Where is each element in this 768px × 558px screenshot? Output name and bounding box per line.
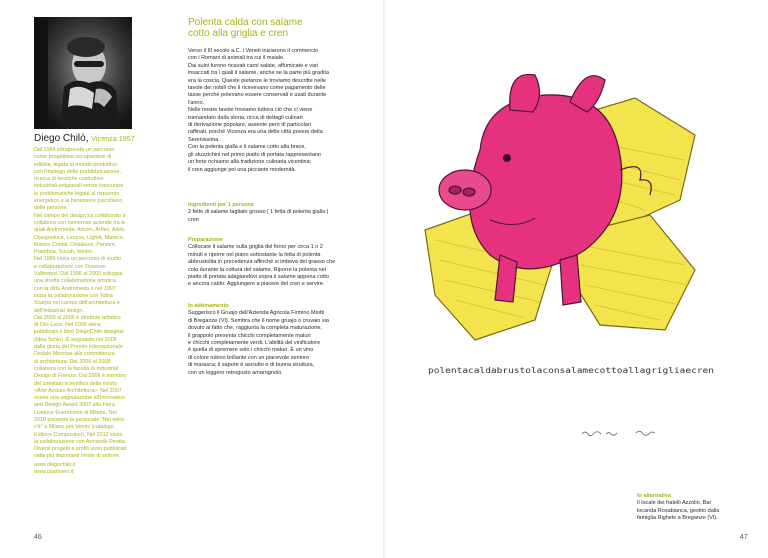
link-diegochilo[interactable]: www.diegochilo.it bbox=[34, 461, 76, 468]
text-line: è quella di spremere solo i chicchi maturi. È un vino bbox=[188, 347, 314, 354]
text-line: gli stuzzichini nel primo piatto di portata rappresentano bbox=[188, 151, 321, 158]
text-line: industriali-artigianali senza trascurare bbox=[34, 183, 124, 190]
bio-links bbox=[34, 462, 176, 477]
text-line: edilizia, legata al mondo produttivo bbox=[34, 161, 118, 168]
page-number-right: 47 bbox=[740, 534, 748, 541]
ingredients-line: 2 fette di salame tagliato grosso | 1 fetta di polenta gialla | bbox=[188, 209, 329, 216]
pairing-section bbox=[188, 303, 400, 377]
text-line: tasse perché potevano essere conservati e usati durante bbox=[188, 92, 327, 99]
text-line: ricerca di tecniche costruttive bbox=[34, 176, 104, 183]
pairing-text bbox=[188, 310, 400, 377]
text-line: come progettista occupandosi di bbox=[34, 154, 112, 161]
text-line: un forte richiamo alla tradizione culinaria vicentina; bbox=[188, 159, 312, 166]
portrait-photo-icon bbox=[34, 17, 132, 129]
pairing-heading: In abbinamento bbox=[188, 303, 229, 309]
text-line: con l'impiego della prefabbricazione, bbox=[34, 168, 122, 175]
text-line: 2010 presenta la personale "Nel vetro bbox=[34, 416, 125, 423]
text-line: pubblicato il libro DiegoChilò designer bbox=[34, 329, 125, 336]
text-line: Dal 1984 intraprende un percorso bbox=[34, 147, 115, 153]
text-line: la collaborazione con Armando Peotta. bbox=[34, 438, 127, 445]
page-number-left: 46 bbox=[34, 534, 42, 541]
text-line: con i Romani di animali tra cui il maiale. bbox=[188, 55, 285, 62]
preparation-section bbox=[188, 237, 400, 289]
text-line: quali Andromeda, Arcom, Arflex, Altek, bbox=[34, 227, 126, 234]
artist-signature-icon bbox=[580, 428, 670, 438]
preparation-heading: Preparazione bbox=[188, 237, 223, 243]
recipe-title-line: cotto alla griglia e cren bbox=[188, 28, 289, 39]
text-line: Scarpa nel campo dell'architettura e bbox=[34, 300, 120, 307]
text-line: Dedalo Minosse alla committenza bbox=[34, 351, 115, 358]
text-line: era la coscia. Queste pietanze le troviamo descritte nelle bbox=[188, 77, 326, 84]
text-line: dovuto al fatto che, raggiunta la completa maturazione, bbox=[188, 325, 322, 332]
text-line: energetico e al benessere psicofisico bbox=[34, 198, 123, 205]
author-portrait bbox=[34, 17, 132, 129]
text-line: l'anno. bbox=[188, 99, 205, 106]
text-line: insaccati tra i quali il salame, anche se la parte più gradita bbox=[188, 70, 329, 77]
text-line: Serenissima. bbox=[188, 136, 220, 143]
text-line: con la ditta Andromeda e nel 1997 bbox=[34, 285, 116, 292]
text-line: con un leggero retrogusto amarognolo. bbox=[188, 369, 283, 376]
text-line: Suggerisco il Gruajo dell'Azienda Agricola Firmino Miotti bbox=[188, 310, 325, 317]
text-line: Verso il III secolo a.C. i Veneti iniziarono il commercio bbox=[188, 48, 319, 54]
alternative-line: famiglia Righele a Breganze (VI). bbox=[637, 515, 718, 522]
recipe-title-line: Polenta calda con salame bbox=[188, 17, 303, 28]
text-line: Dal 2003 al 2006 è direttore artistico bbox=[34, 314, 121, 321]
bio-text bbox=[34, 147, 176, 461]
text-line: di architettura. Dal 2006 al 2008 bbox=[34, 358, 111, 365]
text-line: il grappolo presenta chicchi completamente maturi bbox=[188, 332, 311, 339]
alternative-section bbox=[637, 493, 747, 523]
text-line: Editrice Compositori). Nel 2012 inizia bbox=[34, 431, 123, 438]
text-line: e ancora caldo. Aggiungere a piacere del cren e servire. bbox=[188, 281, 325, 288]
text-line: Nel 1985 inizia un percorso di studio bbox=[34, 256, 121, 263]
text-line: Design di Firenze. Dal 2006 è membro bbox=[34, 373, 127, 380]
link-cpartners[interactable]: www.cpartners.it bbox=[34, 469, 74, 476]
text-line: di Oro-Luce. Nel 2005 viene bbox=[34, 322, 102, 329]
text-line: di colore rubino brillante con un piacevole sentore bbox=[188, 354, 310, 361]
text-line: collabora con la facoltà di Industrial bbox=[34, 365, 119, 372]
text-line: dell'industrial design. bbox=[34, 307, 84, 314]
text-line: raffinati, poiché Vicenza era una delle città povere della bbox=[188, 129, 323, 136]
text-line: e chicchi completamente verdi. L'abilità del vinificatore bbox=[188, 340, 321, 347]
text-line: «Arte Acciaio Architettura». Nel 2007 bbox=[34, 387, 122, 394]
text-line: tramandato dalla storia, ricca di dettagli culinari bbox=[188, 114, 303, 121]
author-bio bbox=[34, 132, 176, 476]
ingredients-line: cren bbox=[188, 216, 199, 223]
text-line: le problematiche legate al risparmio bbox=[34, 190, 120, 197]
text-line: collabora con numerose aziende tra le bbox=[34, 219, 126, 226]
text-line: minuti e riporre nel piano sottostante la fetta di polenta bbox=[188, 251, 321, 258]
text-line: nelle più importanti riviste di settore. bbox=[34, 453, 120, 460]
recipe-title bbox=[188, 17, 388, 39]
text-line: tavole dei nobili che li ricevevano come pagamento delle bbox=[188, 85, 326, 92]
author-place-year: Vicenza 1957 bbox=[91, 134, 135, 143]
alternative-heading: In alternativa bbox=[637, 493, 671, 499]
author-heading bbox=[34, 132, 176, 145]
text-line: Manno Cristal, Ondaluce, Panzeri, bbox=[34, 241, 117, 248]
text-line: Valbonesi. Dal 1996 al 2000 sviluppa bbox=[34, 271, 123, 278]
pig-drawing-icon bbox=[395, 40, 735, 360]
text-line: il cren aggiunge poi una piccante modernità. bbox=[188, 166, 296, 173]
text-line: Collocare il salame sulla griglia del forno per circa 1 o 2 bbox=[188, 244, 323, 251]
text-line: delle persone. bbox=[34, 205, 68, 212]
text-line: (Idea Schio). È segnalato nel 2006 bbox=[34, 336, 117, 343]
text-line: cola durante la cottura del salame. Riporre la polenta nel bbox=[188, 266, 326, 273]
text-line: Nel campo del design ha collaborato e bbox=[34, 212, 126, 219]
text-line: Prandina, Sovah, Venini. bbox=[34, 249, 94, 256]
text-line: di Breganze (VI). Sembra che il nome gruajo o cruvaio sia bbox=[188, 317, 329, 324]
text-line: Con la polenta gialla e il salame cotto alla brace, bbox=[188, 144, 307, 151]
ingredients-heading: Ingredienti per 1 persona bbox=[188, 202, 254, 208]
text-line: di derivazione popolare, assente però di particolari bbox=[188, 122, 311, 129]
text-line: e collaborazione con Fiorenzo bbox=[34, 263, 106, 270]
ingredients-section bbox=[188, 202, 400, 224]
author-name: Diego Chilò, bbox=[34, 133, 89, 144]
preparation-text bbox=[188, 244, 400, 288]
text-line: Liveluce Enermotive di Milano. Nel bbox=[34, 409, 117, 416]
text-line: and Design Award 2007 alla Fiera bbox=[34, 402, 115, 409]
text-line: riceve una segnalazione all'Innovation bbox=[34, 395, 125, 402]
text-line: una stretta collaborazione artistica bbox=[34, 278, 116, 285]
drawing-caption bbox=[428, 358, 718, 380]
alternative-line: Il locale dei fratelli Azzolin, Bar bbox=[637, 500, 712, 507]
text-line: piatto di portata adagiandovi sopra il salame appena cotto bbox=[188, 274, 329, 281]
alternative-line: locanda Rosabianca, gestito dalla bbox=[637, 507, 720, 514]
text-line: Dai suini furono ricavati carni salate, affumicate e vari bbox=[188, 62, 319, 69]
text-line: Diversi progetti e profili sono pubblicati bbox=[34, 446, 127, 453]
text-line: di marasca; il sapore è asciutto e di buona struttura, bbox=[188, 362, 315, 369]
text-line: inizia la collaborazione con Tobia bbox=[34, 292, 113, 299]
text-line: c'è" a Milano per Venini (catalogo bbox=[34, 424, 114, 431]
text-line: Disegnoluce, Leucos, Light4, Mareco, bbox=[34, 234, 125, 241]
text-line: abbrustolita in precedenza affinché si imbeva del grasso che bbox=[188, 259, 336, 266]
recipe-intro bbox=[188, 48, 400, 174]
text-line: del comitato scientifico della rivista bbox=[34, 380, 117, 387]
text-line: Nelle nostre tavole troviamo tuttora ciò che ci viene bbox=[188, 107, 313, 114]
drawing-caption-text: polentacaldabrustolaconsalamecottoallagrigliaecren bbox=[428, 365, 715, 375]
text-line: dalla giuria del Premio Internazionale bbox=[34, 344, 123, 351]
